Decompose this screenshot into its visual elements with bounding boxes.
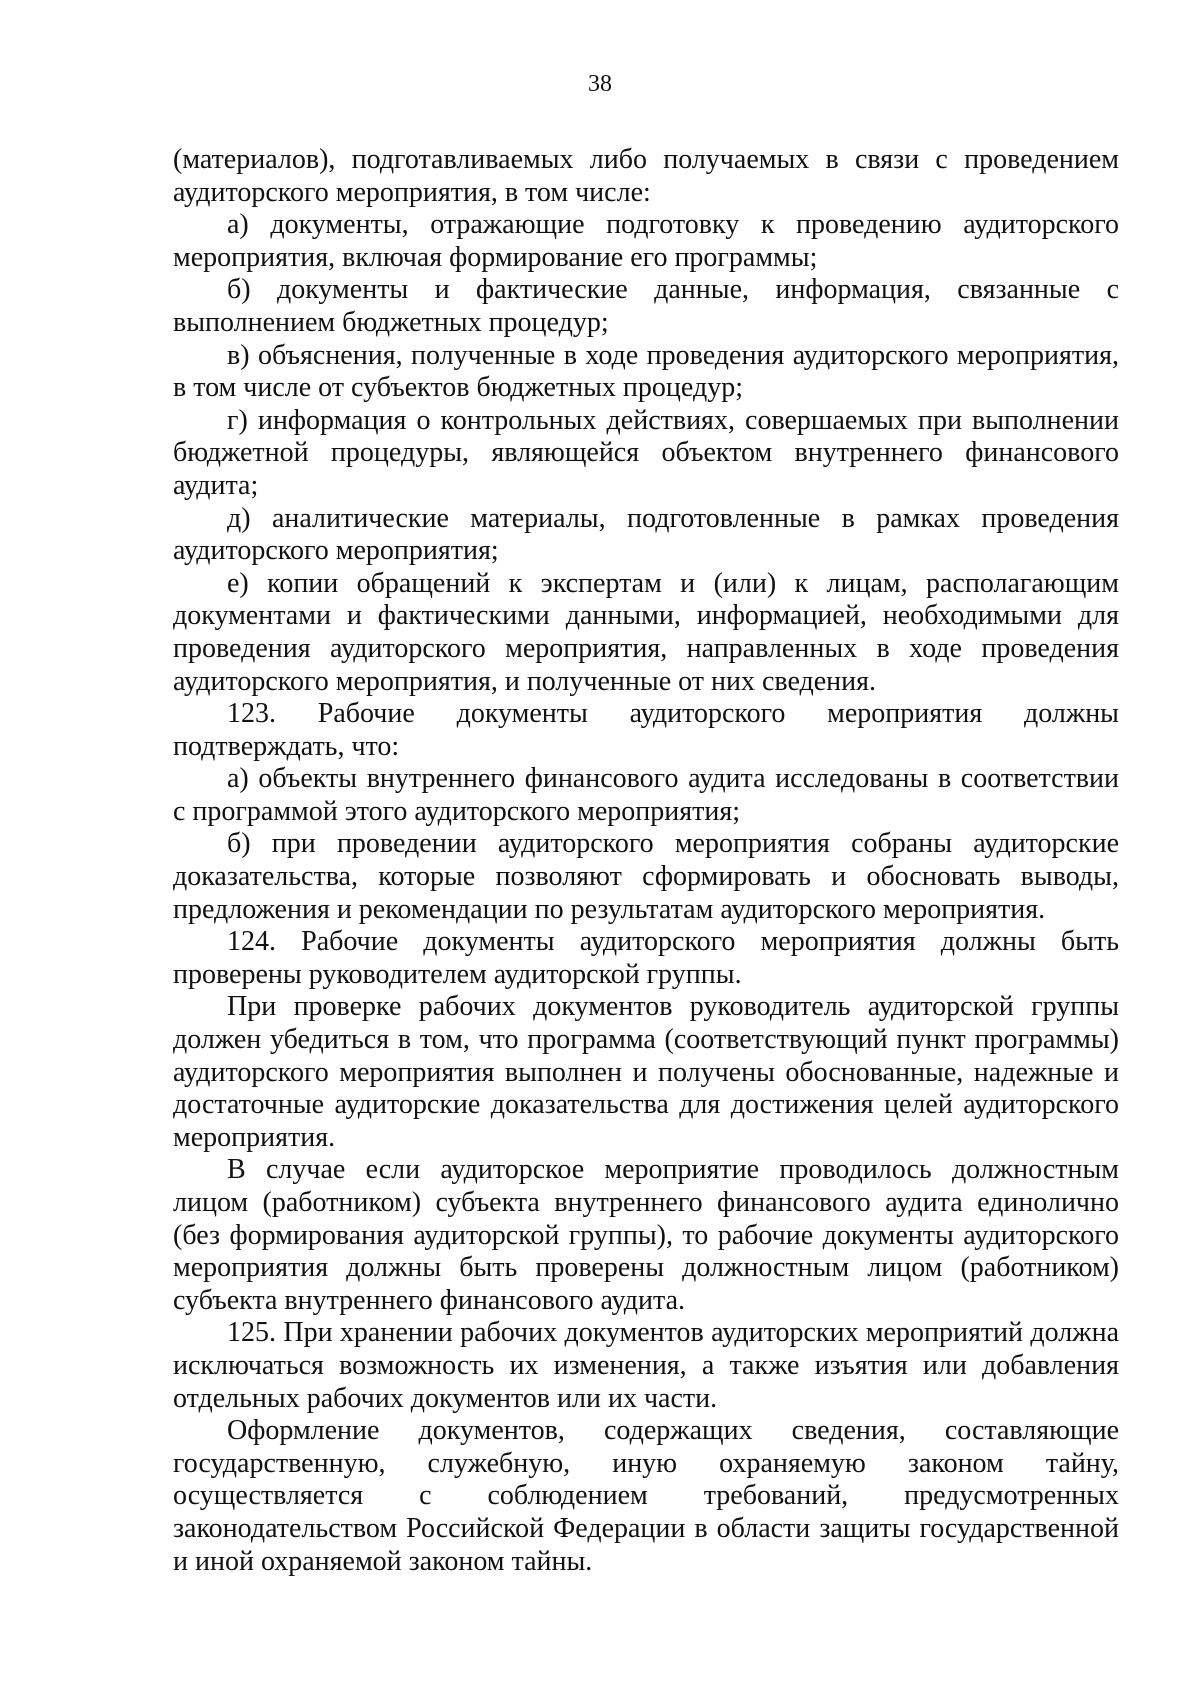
paragraph-item-g: г) информация о контрольных действиях, совершаемых при выполнении бюджетной процедуры, являющейся объектом внутреннего финансового аудита; <box>173 404 1119 501</box>
paragraph-clause-123: 123. Рабочие документы аудиторского мероприятия должны подтверждать, что: <box>173 698 1119 762</box>
page-number: 38 <box>588 71 612 97</box>
paragraph-item-e: е) копии обращений к экспертам и (или) к лицам, располагающим документами и фактическими данными, информацией, необходимыми для проведения аудиторского мероприятия, направленных в ходе проведения аудиторского мероприятия, и полученные от них сведения. <box>173 567 1119 697</box>
paragraph-item-a: а) документы, отражающие подготовку к проведению аудиторского мероприятия, включая формирование его программы; <box>173 209 1119 273</box>
document-body <box>173 144 1119 1578</box>
paragraph-item-v: в) объяснения, полученные в ходе проведения аудиторского мероприятия, в том числе от субъектов бюджетных процедур; <box>173 339 1119 404</box>
paragraph-sole-auditor: В случае если аудиторское мероприятие проводилось должностным лицом (работником) субъекта внутреннего финансового аудита единолично (без формирования аудиторской группы), то рабочие документы аудиторского мероприятия должны быть проверены должностным лицом (работником) субъекта внутреннего финансового аудита. <box>173 1154 1119 1316</box>
paragraph-item-d: д) аналитические материалы, подготовленные в рамках проведения аудиторского мероприятия; <box>173 502 1119 567</box>
paragraph-review-requirements: При проверке рабочих документов руководитель аудиторской группы должен убедиться в том, что программа (соответствующий пункт программы) аудиторского мероприятия выполнен и получены обоснованные, надежные и достаточные аудиторские доказательства для достижения целей аудиторского мероприятия. <box>173 991 1119 1153</box>
paragraph-clause-124: 124. Рабочие документы аудиторского мероприятия должны быть проверены руководителем аудиторской группы. <box>173 926 1119 990</box>
paragraph-secrecy: Оформление документов, содержащих сведения, составляющие государственную, служебную, иную охраняемую законом тайну, осуществляется с соблюдением требований, предусмотренных законодательством Российской Федерации в области защиты государственной и иной охраняемой законом тайны. <box>173 1415 1119 1577</box>
paragraph-item-b: б) документы и фактические данные, информация, связанные с выполнением бюджетных процедур; <box>173 274 1119 338</box>
paragraph-clause-125: 125. При хранении рабочих документов аудиторских мероприятий должна исключаться возможность их изменения, а также изъятия или добавления отдельных рабочих документов или их части. <box>173 1317 1119 1414</box>
paragraph-continuation: (материалов), подготавливаемых либо получаемых в связи с проведением аудиторского мероприятия, в том числе: <box>173 144 1119 208</box>
paragraph-clause-123-a: а) объекты внутреннего финансового аудита исследованы в соответствии с программой этого аудиторского мероприятия; <box>173 763 1119 827</box>
paragraph-clause-123-b: б) при проведении аудиторского мероприятия собраны аудиторские доказательства, которые позволяют сформировать и обосновать выводы, предложения и рекомендации по результатам аудиторского мероприятия. <box>173 828 1119 925</box>
